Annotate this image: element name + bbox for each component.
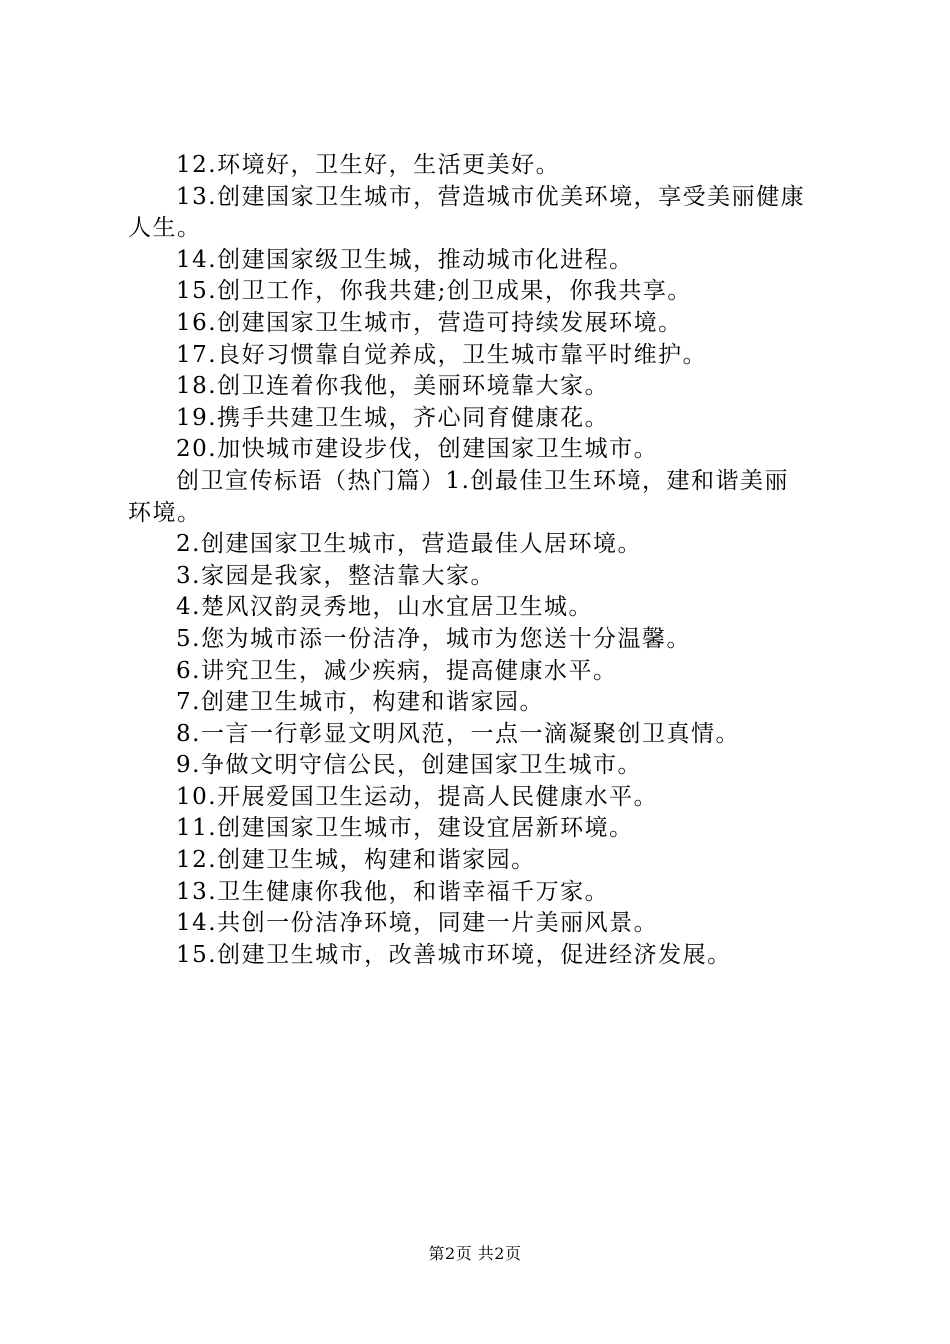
text-line: 2.创建国家卫生城市，营造最佳人居环境。 xyxy=(176,531,642,558)
text-line: 19.携手共建卫生城，齐心同育健康花。 xyxy=(176,404,610,431)
text-line: 人生。 xyxy=(128,215,202,242)
text-line: 3.家园是我家，整洁靠大家。 xyxy=(176,562,495,589)
text-line: 18.创卫连着你我他，美丽环境靠大家。 xyxy=(176,373,610,400)
text-line: 9.争做文明守信公民，创建国家卫生城市。 xyxy=(176,752,642,779)
page-footer: 第2页 共2页 xyxy=(428,1244,522,1263)
text-line: 创卫宣传标语（热门篇）1.创最佳卫生环境，建和谐美丽 xyxy=(176,467,789,494)
text-line: 17.良好习惯靠自觉养成，卫生城市靠平时维护。 xyxy=(176,341,708,368)
text-line: 15.创卫工作，你我共建;创卫成果，你我共享。 xyxy=(176,278,692,305)
text-line: 16.创建国家卫生城市，营造可持续发展环境。 xyxy=(176,309,683,336)
text-line: 12.环境好，卫生好，生活更美好。 xyxy=(176,152,561,178)
document-body xyxy=(128,150,838,971)
text-line: 7.创建卫生城市，构建和谐家园。 xyxy=(176,689,544,716)
text-line: 13.创建国家卫生城市，营造城市优美环境，享受美丽健康 xyxy=(176,183,806,210)
text-line: 12.创建卫生城，构建和谐家园。 xyxy=(176,847,536,874)
text-line: 4.楚风汉韵灵秀地，山水宜居卫生城。 xyxy=(176,594,593,621)
text-line: 13.卫生健康你我他，和谐幸福千万家。 xyxy=(176,878,610,905)
text-line: 14.共创一份洁净环境，同建一片美丽风景。 xyxy=(176,910,659,937)
text-line: 5.您为城市添一份洁净，城市为您送十分温馨。 xyxy=(176,625,691,652)
text-line: 11.创建国家卫生城市，建设宜居新环境。 xyxy=(176,815,634,842)
text-line: 15.创建卫生城市，改善城市环境，促进经济发展。 xyxy=(176,941,732,968)
text-line: 14.创建国家级卫生城，推动城市化进程。 xyxy=(176,246,634,273)
text-line: 20.加快城市建设步伐，创建国家卫生城市。 xyxy=(176,436,659,463)
text-line: 8.一言一行彰显文明风范，一点一滴凝聚创卫真情。 xyxy=(176,720,740,747)
text-line: 10.开展爱国卫生运动，提高人民健康水平。 xyxy=(176,783,659,810)
text-line: 6.讲究卫生，减少疾病，提高健康水平。 xyxy=(176,657,618,684)
text-line: 环境。 xyxy=(128,499,202,526)
